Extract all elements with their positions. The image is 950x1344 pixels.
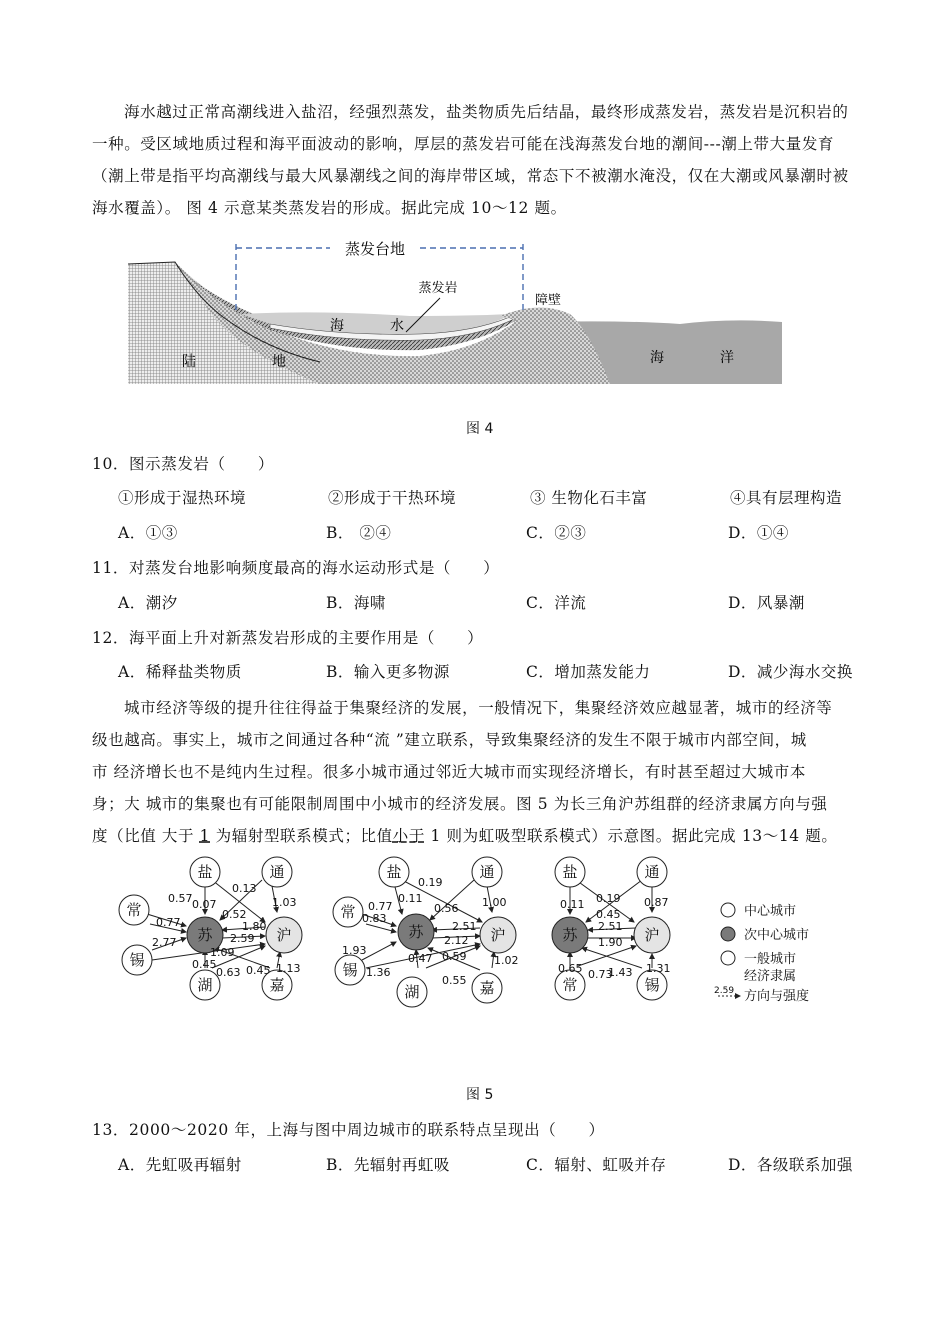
svg-text:苏: 苏 xyxy=(408,923,424,941)
label-sea-1: 海 xyxy=(330,318,344,334)
svg-text:2.51: 2.51 xyxy=(452,920,477,933)
svg-text:1.31: 1.31 xyxy=(646,962,671,975)
svg-text:中心城市: 中心城市 xyxy=(744,904,797,919)
q10-statement-1: ①形成于湿热环境 xyxy=(118,489,247,507)
label-evaporite: 蒸发岩 xyxy=(418,281,458,296)
intro2-line-2: 级也越高。事实上，城市之间通过各种“流 ”建立联系，导致集聚经济的发生不限于城市内部空间，城 xyxy=(92,731,807,749)
svg-text:0.07: 0.07 xyxy=(192,898,217,911)
q13-option-d[interactable]: D．各级联系加强 xyxy=(728,1156,853,1174)
svg-text:2.59: 2.59 xyxy=(714,986,735,996)
q10-stem: 10．图示蒸发岩（ ） xyxy=(92,455,274,473)
svg-text:0.52: 0.52 xyxy=(222,908,247,921)
svg-text:0.73: 0.73 xyxy=(588,968,613,981)
svg-text:1.36: 1.36 xyxy=(366,966,391,979)
figure-5-economic-links xyxy=(112,850,857,1020)
svg-text:通: 通 xyxy=(479,863,495,881)
q10-option-a[interactable]: A．①③ xyxy=(118,524,178,542)
intro-paragraph-1: 海水越过正常高潮线进入盐沼，经强烈蒸发，盐类物质先后结晶，最终形成蒸发岩，蒸发岩是沉积岩的一种。受区域地质过程和海平面波动的影响，厚层的蒸发岩可能在浅海蒸发台地的潮间---潮上带大量发育（潮上带是指平均高潮线与最大风暴潮线之间的海岸带区域，常态下不被潮水淹没，仅在大潮或风暴潮时被海水覆盖）。 图 4 示意某类蒸发岩的形成。据此完成 10～12 题。 xyxy=(92,103,849,217)
svg-text:嘉: 嘉 xyxy=(479,979,495,997)
intro2-line-1: 城市经济等级的提升往往得益于集聚经济的发展，一般情况下，集聚经济效应越显著，城市的经济等 xyxy=(124,699,833,717)
svg-text:0.63: 0.63 xyxy=(216,966,241,979)
svg-text:次中心城市: 次中心城市 xyxy=(744,928,810,943)
svg-text:2.59: 2.59 xyxy=(230,932,255,945)
diagram-2000 xyxy=(119,857,302,1000)
intro2-line-3: 市 经济增长也不是纯内生过程。很多小城市通过邻近大城市而实现经济增长，有时甚至超过大城市本 xyxy=(92,763,806,781)
q12-option-a[interactable]: A．稀释盐类物质 xyxy=(118,663,242,681)
svg-text:锡: 锡 xyxy=(644,976,660,994)
svg-text:0.83: 0.83 xyxy=(362,912,387,925)
figure-4-caption: 图 4 xyxy=(466,421,494,437)
figure-5-caption: 图 5 xyxy=(466,1087,494,1103)
svg-text:沪: 沪 xyxy=(490,926,506,944)
svg-text:1.02: 1.02 xyxy=(494,954,519,967)
label-sea-2: 水 xyxy=(390,318,404,334)
svg-text:经济隶属: 经济隶属 xyxy=(744,969,797,984)
label-land-2: 地 xyxy=(272,354,286,370)
q13-option-a[interactable]: A．先虹吸再辐射 xyxy=(118,1156,242,1174)
svg-text:1.80: 1.80 xyxy=(242,920,267,933)
svg-text:湖: 湖 xyxy=(404,983,420,1001)
svg-text:0.19: 0.19 xyxy=(596,892,621,905)
svg-text:0.65: 0.65 xyxy=(558,962,583,975)
label-platform: 蒸发台地 xyxy=(344,240,406,258)
label-ocean-2: 洋 xyxy=(720,350,734,366)
intro2-line-4: 身；大 城市的集聚也有可能限制周围中小城市的经济发展。图 5 为长三角沪苏组群的经济隶属方向与强 xyxy=(92,795,828,813)
svg-text:2.51: 2.51 xyxy=(598,920,623,933)
svg-text:0.45: 0.45 xyxy=(192,958,217,971)
q11-option-b[interactable]: B．海啸 xyxy=(326,594,386,612)
q13-option-b[interactable]: B．先辐射再虹吸 xyxy=(326,1156,450,1174)
svg-text:2.12: 2.12 xyxy=(444,934,469,947)
q11-option-c[interactable]: C．洋流 xyxy=(526,594,587,612)
svg-text:1.43: 1.43 xyxy=(608,966,633,979)
svg-text:0.59: 0.59 xyxy=(442,950,467,963)
svg-text:1.90: 1.90 xyxy=(598,936,623,949)
svg-text:一般城市: 一般城市 xyxy=(744,952,797,967)
q10-option-d[interactable]: D．①④ xyxy=(728,524,789,542)
svg-text:苏: 苏 xyxy=(562,926,578,944)
svg-text:0.77: 0.77 xyxy=(368,900,393,913)
diagram-2020 xyxy=(552,857,671,1000)
svg-text:常: 常 xyxy=(126,901,142,919)
q11-stem: 11．对蒸发台地影响频度最高的海水运动形式是（ ） xyxy=(92,559,500,577)
svg-text:0.19: 0.19 xyxy=(418,876,443,889)
svg-text:盐: 盐 xyxy=(386,863,402,881)
q10-option-b[interactable]: B． ②④ xyxy=(326,524,392,542)
svg-text:苏: 苏 xyxy=(197,926,213,944)
label-land-1: 陆 xyxy=(182,354,196,370)
svg-text:1.00: 1.00 xyxy=(482,896,507,909)
svg-text:常: 常 xyxy=(562,976,578,994)
svg-text:通: 通 xyxy=(269,863,285,881)
intro2-line-5: 度（比值 大于 1 为辐射型联系模式；比值小于 1 则为虹吸型联系模式）示意图。据此完成 13～14 题。 xyxy=(92,827,838,845)
q10-statement-4: ④具有层理构造 xyxy=(730,489,843,507)
svg-text:嘉: 嘉 xyxy=(269,976,285,994)
q10-option-c[interactable]: C．②③ xyxy=(526,524,587,542)
q10-statement-3: ③ 生物化石丰富 xyxy=(530,489,648,507)
diagram-2010 xyxy=(333,857,519,1007)
svg-text:锡: 锡 xyxy=(342,961,358,979)
svg-text:盐: 盐 xyxy=(562,863,578,881)
svg-text:湖: 湖 xyxy=(197,976,213,994)
q10-statement-2: ②形成于干热环境 xyxy=(328,489,457,507)
svg-text:0.47: 0.47 xyxy=(408,952,433,965)
svg-text:2.77: 2.77 xyxy=(152,936,177,949)
label-ocean-1: 海 xyxy=(650,350,664,366)
svg-text:0.11: 0.11 xyxy=(398,892,423,905)
svg-text:1.03: 1.03 xyxy=(272,896,297,909)
svg-text:方向与强度: 方向与强度 xyxy=(744,989,810,1004)
svg-text:0.87: 0.87 xyxy=(644,896,669,909)
q13-stem: 13．2000～2020 年，上海与图中周边城市的联系特点呈现出（ ） xyxy=(92,1121,605,1139)
svg-text:0.45: 0.45 xyxy=(596,908,621,921)
q11-option-a[interactable]: A．潮汐 xyxy=(118,594,178,612)
label-barrier: 障壁 xyxy=(534,293,562,308)
q12-stem: 12．海平面上升对新蒸发岩形成的主要作用是（ ） xyxy=(92,629,484,647)
svg-text:0.56: 0.56 xyxy=(434,902,459,915)
svg-text:0.13: 0.13 xyxy=(232,882,257,895)
q12-option-b[interactable]: B．输入更多物源 xyxy=(326,663,450,681)
svg-text:锡: 锡 xyxy=(129,951,145,969)
svg-text:1.09: 1.09 xyxy=(210,946,235,959)
svg-text:1.13: 1.13 xyxy=(276,962,301,975)
svg-text:沪: 沪 xyxy=(644,926,660,944)
svg-text:0.57: 0.57 xyxy=(168,892,193,905)
svg-text:常: 常 xyxy=(340,903,356,921)
svg-text:1.93: 1.93 xyxy=(342,944,367,957)
svg-text:0.11: 0.11 xyxy=(560,898,585,911)
q12-option-d[interactable]: D．减少海水交换 xyxy=(728,663,853,681)
q12-option-c[interactable]: C．增加蒸发能力 xyxy=(526,663,651,681)
q13-option-c[interactable]: C．辐射、虹吸并存 xyxy=(526,1156,667,1174)
svg-text:沪: 沪 xyxy=(276,926,292,944)
svg-text:通: 通 xyxy=(644,863,660,881)
q11-option-d[interactable]: D．风暴潮 xyxy=(728,594,805,612)
figure-5-legend xyxy=(714,903,809,1004)
figure-4-evaporite-diagram xyxy=(120,232,790,392)
svg-text:0.77: 0.77 xyxy=(156,916,181,929)
svg-text:盐: 盐 xyxy=(197,863,213,881)
svg-text:0.45: 0.45 xyxy=(246,964,271,977)
svg-text:0.55: 0.55 xyxy=(442,974,467,987)
